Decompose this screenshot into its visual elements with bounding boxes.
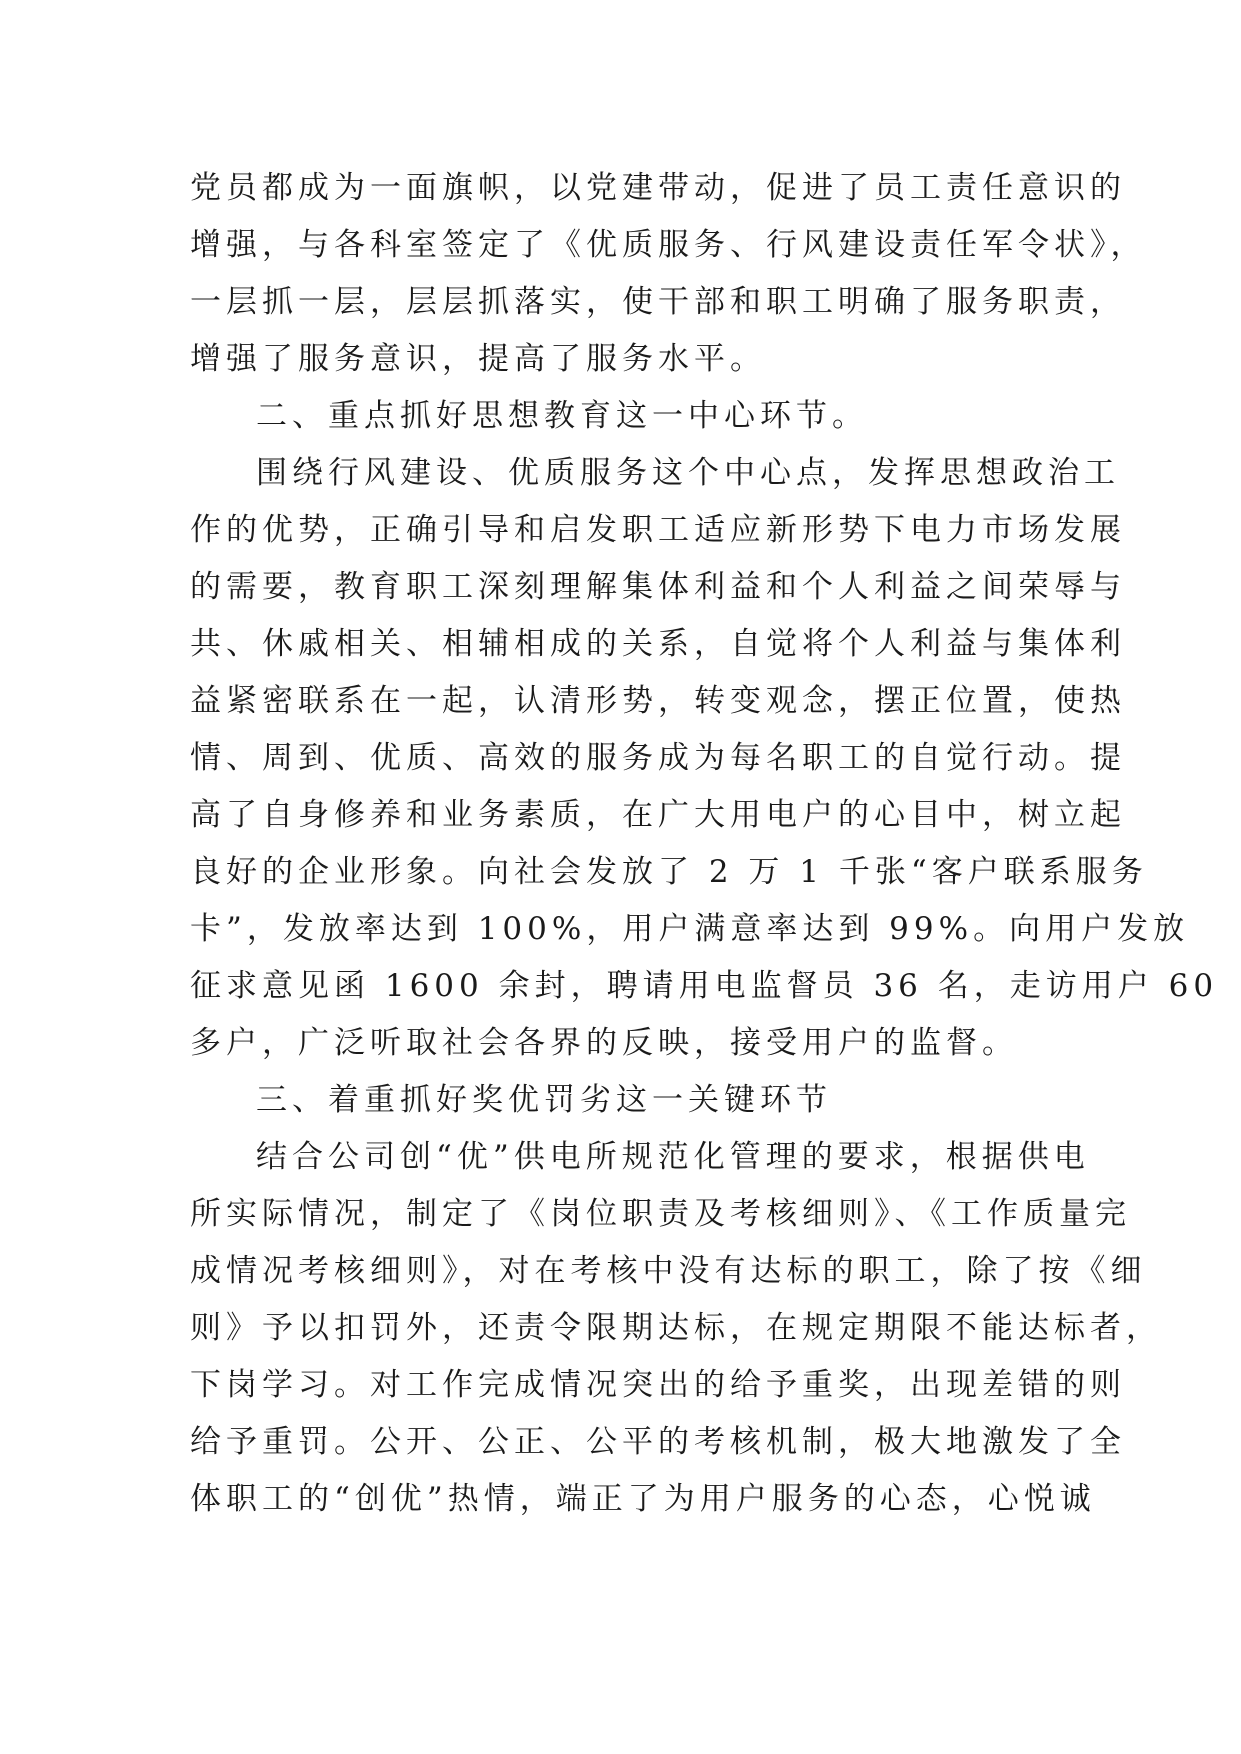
- text-line: 共、休戚相关、相辅相成的关系，自觉将个人利益与集体利: [190, 626, 1126, 662]
- text-line: 征求意见函 1600 余封，聘请用电监督员 36 名，走访用户 60: [190, 968, 1219, 1004]
- text-line: 益紧密联系在一起，认清形势，转变观念，摆正位置，使热: [190, 683, 1126, 719]
- document-body: [190, 160, 1219, 1528]
- text-line: 作的优势，正确引导和启发职工适应新形势下电力市场发展: [190, 512, 1126, 548]
- section-heading: 二、重点抓好思想教育这一中心环节。: [256, 398, 868, 434]
- text-line: 则》予以扣罚外，还责令限期达标，在规定期限不能达标者，: [190, 1310, 1162, 1346]
- text-line: 增强，与各科室签定了《优质服务、行风建设责任军令状》，: [190, 227, 1147, 263]
- text-line: 下岗学习。对工作完成情况突出的给予重奖，出现差错的则: [190, 1367, 1126, 1403]
- text-line: 多户，广泛听取社会各界的反映，接受用户的监督。: [190, 1025, 1018, 1061]
- text-line: 增强了服务意识，提高了服务水平。: [190, 341, 766, 377]
- text-line: 的需要，教育职工深刻理解集体利益和个人利益之间荣辱与: [190, 569, 1126, 605]
- text-line: 卡”，发放率达到 100%，用户满意率达到 99%。向用户发放: [190, 911, 1190, 947]
- text-line: 党员都成为一面旗帜，以党建带动，促进了员工责任意识的: [190, 170, 1126, 206]
- text-line: 情、周到、优质、高效的服务成为每名职工的自觉行动。提: [190, 740, 1126, 776]
- text-line: 一层抓一层，层层抓落实，使干部和职工明确了服务职责，: [190, 284, 1126, 320]
- text-line: 良好的企业形象。向社会发放了 2 万 1 千张“客户联系服务: [190, 854, 1148, 890]
- text-line: 围绕行风建设、优质服务这个中心点，发挥思想政治工: [256, 455, 1120, 491]
- section-heading: 三、着重抓好奖优罚劣这一关键环节: [256, 1082, 832, 1118]
- text-line: 成情况考核细则》，对在考核中没有达标的职工，除了按《细: [190, 1253, 1147, 1289]
- text-line: 结合公司创“优”供电所规范化管理的要求，根据供电: [256, 1139, 1090, 1175]
- text-line: 高了自身修养和业务素质，在广大用电户的心目中，树立起: [190, 797, 1126, 833]
- text-line: 所实际情况，制定了《岗位职责及考核细则》、《工作质量完: [190, 1196, 1131, 1232]
- text-line: 给予重罚。公开、公正、公平的考核机制，极大地激发了全: [190, 1424, 1126, 1460]
- text-line: 体职工的“创优”热情，端正了为用户服务的心态，心悦诚: [190, 1481, 1096, 1517]
